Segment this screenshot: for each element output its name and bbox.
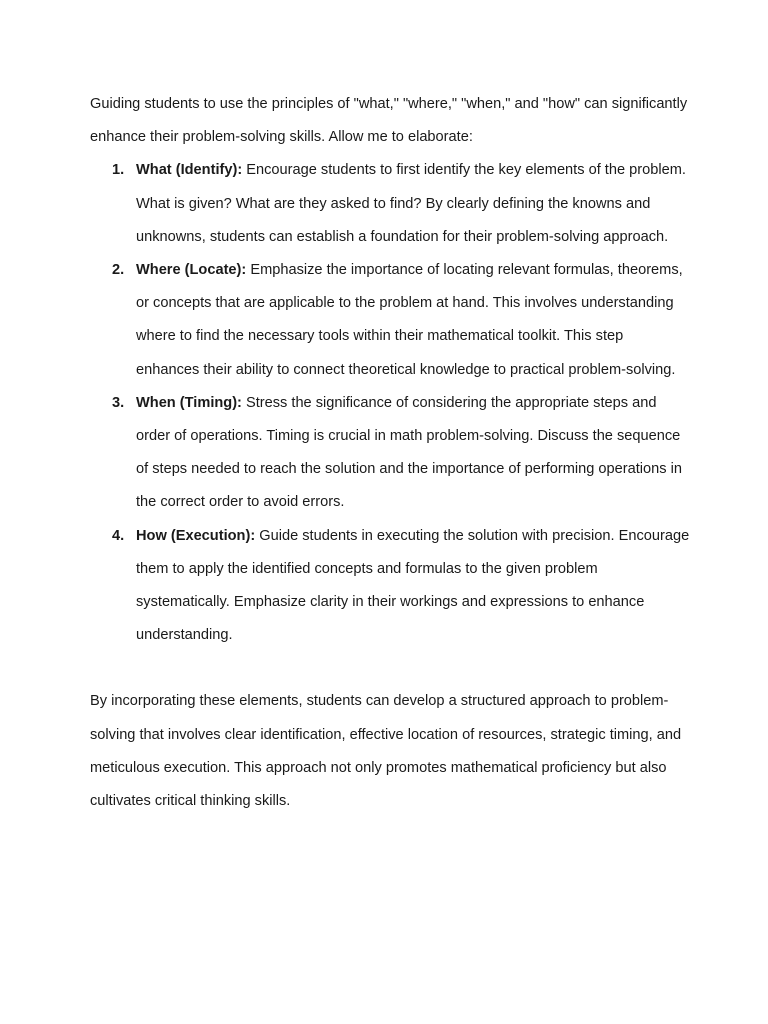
item-text: Emphasize the importance of locating relevant formulas, theorems, or concepts that are applicable to the problem at hand. This involves understanding where to find the necessary tools within their mathematical toolkit. This step enhances their ability to connect theoretical knowledge to practical problem-solving. — [136, 262, 683, 378]
list-number: 4. — [112, 527, 125, 544]
item-term: What (Identify): — [136, 162, 243, 179]
list-number: 2. — [112, 262, 125, 279]
intro-paragraph: Guiding students to use the principles of "what," "where," "when," and "how" can significantly enhance their problem-solving skills. Allow me to elaborate: — [90, 96, 688, 146]
item-term: When (Timing): — [136, 394, 242, 411]
paragraph-spacer — [90, 652, 690, 685]
item-text: Stress the significance of considering the appropriate steps and order of operations. Timing is crucial in math problem-solving. Discuss the sequence of steps needed to reach the solution and the importance of performing operations in the correct order to avoid errors. — [136, 394, 682, 511]
list-item-how — [90, 520, 690, 653]
item-term: How (Execution): — [136, 527, 256, 544]
document-body — [90, 88, 690, 818]
list-number: 1. — [112, 162, 125, 179]
list-item-when — [90, 387, 690, 520]
principles-list — [90, 154, 690, 652]
item-text: Guide students in executing the solution with precision. Encourage them to apply the identified concepts and formulas to the given problem systematically. Emphasize clarity in their workings and expressions to enhance understanding. — [136, 527, 690, 644]
item-text: Encourage students to first identify the key elements of the problem. What is given? What are they asked to find? By clearly defining the knowns and unknowns, students can establish a foundation for their problem-solving approach. — [136, 162, 686, 245]
list-item-what — [90, 154, 690, 254]
conclusion-paragraph: By incorporating these elements, students can develop a structured approach to problem-solving that involves clear identification, effective location of resources, strategic timing, and meticulous execution. This approach not only promotes mathematical proficiency but also cultivates critical thinking skills. — [90, 693, 682, 810]
list-number: 3. — [112, 394, 125, 411]
list-item-where — [90, 254, 690, 387]
item-term: Where (Locate): — [136, 262, 247, 279]
